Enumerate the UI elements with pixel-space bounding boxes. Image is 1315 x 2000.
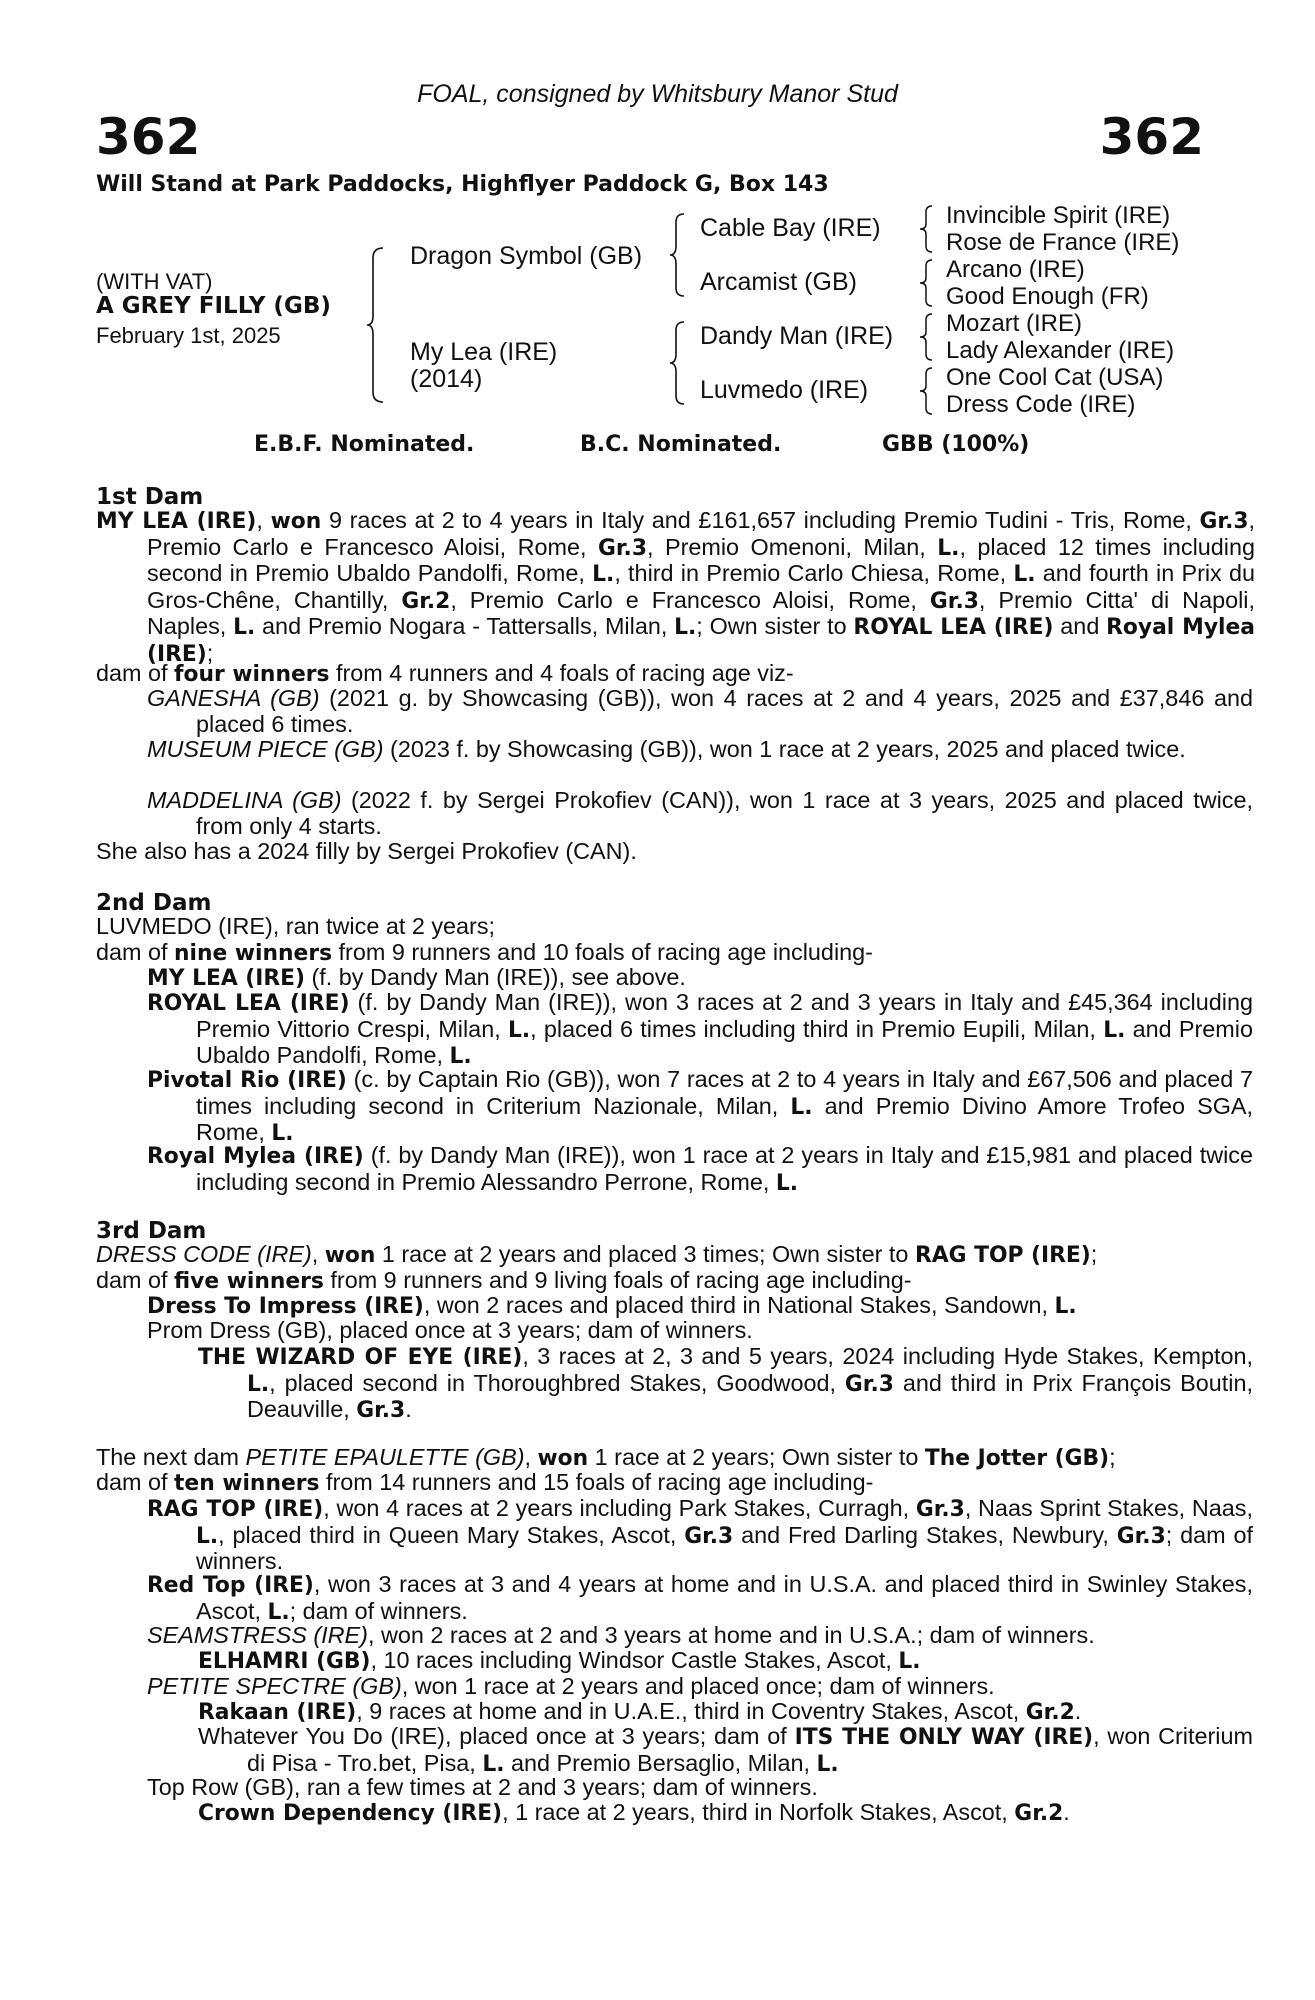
produce-wizard-of-eye: THE WIZARD OF EYE (IRE), 3 races at 2, 3 and 5 years, 2024 including Hyde Stakes, Kempton, L., placed second in Thoroughbred Stakes, Goodwood, Gr.3 and third in Prix François Boutin, Deauville, Gr.3. (198, 1343, 1253, 1423)
granddam-line-7: One Cool Cat (USA) (946, 364, 1164, 391)
granddam-line-4: Good Enough (FR) (946, 283, 1149, 310)
fourth-dam-produce-summary: dam of ten winners from 14 runners and 15 foals of racing age including- (96, 1469, 874, 1496)
produce-prom-dress: Prom Dress (GB), placed once at 3 years; dam of winners. (147, 1317, 753, 1343)
granddam-line-3: Arcano (IRE) (946, 256, 1085, 283)
dam-year: (2014) (410, 365, 483, 393)
first-dam-note: She also has a 2024 filly by Sergei Prokofiev (CAN). (96, 838, 637, 864)
lot-description: A GREY FILLY (GB) (96, 293, 331, 319)
produce-petite-spectre: PETITE SPECTRE (GB), won 1 race at 2 years and placed once; dam of winners. (147, 1673, 995, 1699)
lot-number-left: 362 (96, 108, 201, 166)
vat-note: (WITH VAT) (96, 269, 213, 294)
sire-name: Dragon Symbol (GB) (410, 242, 643, 270)
dam-brace (668, 320, 688, 406)
gbb-status: GBB (100%) (882, 432, 1030, 457)
dam-dam: Luvmedo (IRE) (700, 376, 869, 404)
dam-name: My Lea (IRE) (410, 338, 558, 366)
granddam-line-2: Rose de France (IRE) (946, 229, 1180, 256)
produce-ganesha: GANESHA (GB) (2021 g. by Showcasing (GB)), won 4 races at 2 and 4 years, 2025 and £37,846 and placed 6 times. (147, 685, 1253, 737)
produce-dress-to-impress: Dress To Impress (IRE), won 2 races and placed third in National Stakes, Sandown, L. (147, 1292, 1077, 1319)
dam-sire: Dandy Man (IRE) (700, 322, 894, 350)
sire-brace (668, 212, 688, 298)
stabling-location: Will Stand at Park Paddocks, Highflyer Paddock G, Box 143 (96, 172, 829, 197)
g-brace-4 (918, 366, 936, 416)
foaling-date: February 1st, 2025 (96, 323, 281, 348)
granddam-line-5: Mozart (IRE) (946, 310, 1083, 337)
bc-nomination: B.C. Nominated. (580, 432, 782, 457)
first-dam-heading: 1st Dam (96, 484, 204, 510)
produce-pivotal-rio: Pivotal Rio (IRE) (c. by Captain Rio (GB)), won 7 races at 2 to 4 years in Italy and £67,506 and placed 7 times including second in Criterium Nazionale, Milan, L. and Premio Divino Amore Trofeo SGA, Rome, L. (147, 1066, 1254, 1146)
produce-royal-mylea: Royal Mylea (IRE) (f. by Dandy Man (IRE)), won 1 race at 2 years in Italy and £15,981 and placed twice including second in Premio Alessandro Perrone, Rome, L. (147, 1142, 1253, 1196)
g-brace-3 (918, 312, 936, 362)
produce-red-top: Red Top (IRE), won 3 races at 3 and 4 years at home and in U.S.A. and placed third in Swinley Stakes, Ascot, L.; dam of winners. (147, 1571, 1253, 1625)
produce-rakaan: Rakaan (IRE), 9 races at home and in U.A.E., third in Coventry Stakes, Ascot, Gr.2. (198, 1698, 1082, 1725)
produce-elhamri: ELHAMRI (GB), 10 races including Windsor Castle Stakes, Ascot, L. (198, 1647, 921, 1674)
g-brace-1 (918, 204, 936, 254)
fourth-dam-record: The next dam PETITE EPAULETTE (GB), won 1 race at 2 years; Own sister to The Jotter (GB); (96, 1444, 1116, 1471)
first-dam-record: MY LEA (IRE), won 9 races at 2 to 4 years in Italy and £161,657 including Premio Tudini - Tris, Rome, Gr.3, Premio Carlo e Francesco Aloisi, Rome, Gr.3, Premio Omenoni, Milan, L., placed 12 times including second in Premio Ubaldo Pandolfi, Rome, L., third in Premio Carlo Chiesa, Rome, L. and fourth in Prix du Gros-Chêne, Chantilly, Gr.2, Premio Carlo e Francesco Aloisi, Rome, Gr.3, Premio Citta' di Napoli, Naples, L. and Premio Nogara - Tattersalls, Milan, L.; Own sister to ROYAL LEA (IRE) and Royal Mylea (IRE); (96, 507, 1256, 667)
produce-whatever-you-do: Whatever You Do (IRE), placed once at 3 years; dam of ITS THE ONLY WAY (IRE), won Criterium di Pisa - Tro.bet, Pisa, L. and Premio Bersaglio, Milan, L. (198, 1723, 1253, 1777)
second-dam-produce-summary: dam of nine winners from 9 runners and 10 foals of racing age including- (96, 939, 873, 966)
first-dam-produce-summary: dam of four winners from 4 runners and 4 foals of racing age viz- (96, 660, 794, 687)
produce-royal-lea: ROYAL LEA (IRE) (f. by Dandy Man (IRE)), won 3 races at 2 and 3 years in Italy and £45,364 including Premio Vittorio Crespi, Milan, L., placed 6 times including third in Premio Eupili, Milan, L. and Premio Ubaldo Pandolfi, Rome, L. (147, 989, 1253, 1069)
sire-dam: Arcamist (GB) (700, 268, 857, 296)
ebf-nomination: E.B.F. Nominated. (254, 432, 475, 457)
produce-top-row: Top Row (GB), ran a few times at 2 and 3 years; dam of winners. (147, 1774, 818, 1800)
produce-seamstress: SEAMSTRESS (IRE), won 2 races at 2 and 3 years at home and in U.S.A.; dam of winners. (147, 1622, 1095, 1648)
granddam-line-1: Invincible Spirit (IRE) (946, 202, 1171, 229)
second-dam-record: LUVMEDO (IRE), ran twice at 2 years; (96, 913, 496, 939)
consignor-line: FOAL, consigned by Whitsbury Manor Stud (417, 80, 898, 108)
third-dam-heading: 3rd Dam (96, 1218, 207, 1244)
produce-museum-piece: MUSEUM PIECE (GB) (2023 f. by Showcasing (GB)), won 1 race at 2 years, 2025 and placed twice. (147, 736, 1186, 762)
produce-crown-dependency: Crown Dependency (IRE), 1 race at 2 years, third in Norfolk Stakes, Ascot, Gr.2. (198, 1799, 1070, 1826)
granddam-line-8: Dress Code (IRE) (946, 391, 1136, 418)
sire-sire: Cable Bay (IRE) (700, 214, 881, 242)
produce-rag-top: RAG TOP (IRE), won 4 races at 2 years including Park Stakes, Curragh, Gr.3, Naas Sprint Stakes, Naas, L., placed third in Queen Mary Stakes, Ascot, Gr.3 and Fred Darling Stakes, Newbury, Gr.3; dam of winners. (147, 1495, 1254, 1574)
second-dam-heading: 2nd Dam (96, 890, 212, 916)
pedigree-brace-main (365, 246, 387, 404)
g-brace-2 (918, 258, 936, 308)
lot-number-right: 362 (1099, 108, 1204, 166)
produce-my-lea: MY LEA (IRE) (f. by Dandy Man (IRE)), see above. (147, 964, 686, 991)
produce-maddelina: MADDELINA (GB) (2022 f. by Sergei Prokofiev (CAN)), won 1 race at 3 years, 2025 and placed twice, from only 4 starts. (147, 787, 1253, 839)
third-dam-produce-summary: dam of five winners from 9 runners and 9 living foals of racing age including- (96, 1267, 912, 1294)
granddam-line-6: Lady Alexander (IRE) (946, 337, 1175, 364)
third-dam-record: DRESS CODE (IRE), won 1 race at 2 years and placed 3 times; Own sister to RAG TOP (IRE); (96, 1241, 1098, 1268)
